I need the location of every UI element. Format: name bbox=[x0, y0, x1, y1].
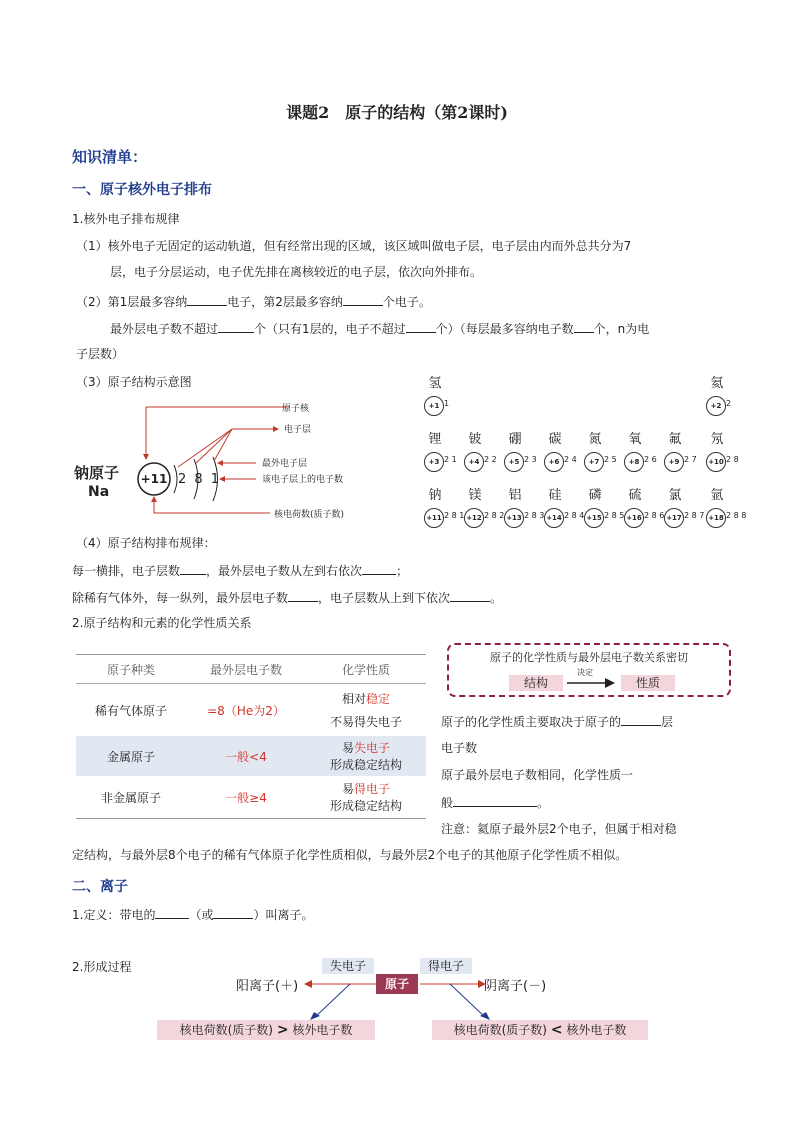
right-text-line2: 电子数 bbox=[441, 741, 478, 755]
fill-blank[interactable] bbox=[180, 563, 206, 575]
element-nucleus: +11 bbox=[424, 508, 444, 528]
text: 核电荷数(质子数) bbox=[179, 1023, 273, 1037]
anion-condition-box bbox=[432, 1020, 648, 1040]
cation-condition-box bbox=[157, 1020, 375, 1040]
operator: < bbox=[550, 1022, 563, 1038]
header-cell: 最外层电子数 bbox=[209, 662, 282, 677]
table-header-row bbox=[76, 655, 426, 683]
subheading-2: 2.原子结构和元素的化学性质关系 bbox=[72, 616, 252, 630]
text: 失电子 bbox=[354, 741, 391, 755]
anion-label: 阴离子(－) bbox=[484, 979, 547, 994]
electron-counts: 2 8 1 bbox=[178, 472, 222, 487]
operator: > bbox=[276, 1022, 289, 1038]
right-text-line4 bbox=[441, 795, 549, 810]
property-cell bbox=[306, 684, 426, 736]
fill-blank[interactable] bbox=[155, 907, 189, 919]
fill-blank[interactable] bbox=[450, 590, 490, 602]
element-shells: 2 8 2 bbox=[484, 511, 505, 520]
note-line2: 定结构，与最外层8个电子的稀有气体原子化学性质相似，与最外层2个电子的其他原子化学性质不相似。 bbox=[72, 848, 628, 862]
element-nucleus: +3 bbox=[424, 452, 444, 472]
structure-box: 结构 bbox=[509, 675, 563, 691]
label-nucleus: 原子核 bbox=[282, 404, 310, 414]
element-shells: 2 bbox=[726, 399, 732, 408]
element-nucleus: +17 bbox=[664, 508, 684, 528]
text: 原子的化学性质主要取决于原子的 bbox=[441, 715, 622, 729]
fill-blank[interactable] bbox=[343, 294, 383, 306]
text: 最外层电子数不超过 bbox=[110, 322, 219, 336]
text: 稳定 bbox=[366, 692, 391, 706]
header-cell: 原子种类 bbox=[106, 662, 155, 677]
text: （2）第1层最多容纳 bbox=[76, 295, 188, 309]
determines-label: 决定 bbox=[577, 668, 593, 677]
element-nucleus: +2 bbox=[706, 396, 726, 416]
element-nucleus: +1 bbox=[424, 396, 444, 416]
formation-heading: 2.形成过程 bbox=[72, 960, 132, 974]
element-name: 氮 bbox=[588, 432, 602, 447]
element-shells: 2 8 3 bbox=[524, 511, 545, 520]
element-name: 碳 bbox=[548, 432, 562, 447]
text: 电子，第2层最多容纳 bbox=[227, 295, 343, 309]
label-shell: 电子层 bbox=[284, 425, 312, 435]
element-shells: 2 7 bbox=[684, 455, 697, 464]
element-name: 硅 bbox=[548, 488, 562, 503]
element-shells: 2 4 bbox=[564, 455, 577, 464]
element-name: 氧 bbox=[628, 432, 642, 447]
section1-heading: 一、原子核外电子排布 bbox=[72, 182, 212, 198]
section2-heading: 二、离子 bbox=[72, 879, 128, 895]
element-cell bbox=[660, 484, 705, 538]
text: 个（只有1层的，电子不超过 bbox=[254, 322, 406, 336]
element-name: 氖 bbox=[710, 432, 724, 447]
fill-blank[interactable] bbox=[574, 321, 594, 333]
element-cell bbox=[500, 428, 540, 482]
element-cell bbox=[420, 428, 460, 482]
element-shells: 2 1 bbox=[444, 455, 457, 464]
element-cell bbox=[500, 484, 545, 538]
para-1-line2: 层，电子分层运动，电子优先排在离核较近的电子层，依次向外排布。 bbox=[110, 265, 483, 279]
text: 个电子。 bbox=[382, 295, 431, 309]
text: 形成稳定结构 bbox=[329, 758, 402, 772]
property-box: 性质 bbox=[621, 675, 675, 691]
property-cell bbox=[306, 776, 426, 818]
subheading-1: 1.核外电子排布规律 bbox=[72, 212, 180, 226]
text: 般 bbox=[441, 796, 454, 810]
ion-definition bbox=[72, 907, 313, 922]
pointer-line bbox=[214, 429, 232, 461]
element-nucleus: +18 bbox=[706, 508, 726, 528]
element-shells: 2 8 5 bbox=[604, 511, 625, 520]
text: 每一横排，电子层数 bbox=[72, 564, 181, 578]
text: ）叫离子。 bbox=[253, 908, 314, 922]
text: 相对 bbox=[341, 692, 366, 706]
text: （或 bbox=[189, 908, 214, 922]
text: 不易得失电子 bbox=[329, 715, 402, 729]
right-text-line3: 原子最外层电子数相同，化学性质一 bbox=[441, 768, 634, 782]
element-cell bbox=[460, 484, 505, 538]
pointer-line bbox=[196, 429, 232, 463]
atom-symbol: Na bbox=[88, 484, 110, 500]
text: 1.定义：带电的 bbox=[72, 908, 156, 922]
element-name: 氢 bbox=[428, 376, 442, 391]
element-shells: 2 8 1 bbox=[444, 511, 465, 520]
text: 核电荷数(质子数) bbox=[453, 1023, 547, 1037]
para-3 bbox=[110, 321, 649, 336]
para-4: （3）原子结构示意图 bbox=[76, 375, 192, 389]
element-shells: 2 3 bbox=[524, 455, 537, 464]
note-line1: 注意：氦原子最外层2个电子，但属于相对稳 bbox=[441, 822, 677, 836]
element-shells: 2 8 6 bbox=[644, 511, 665, 520]
element-cell bbox=[702, 484, 747, 538]
text: ； bbox=[396, 564, 409, 578]
table-row bbox=[76, 684, 426, 736]
property-cell bbox=[306, 736, 426, 776]
element-shells: 2 6 bbox=[644, 455, 657, 464]
count-cell: =8（He为2） bbox=[207, 703, 285, 718]
element-shells: 1 bbox=[444, 399, 450, 408]
shell-arc bbox=[174, 465, 177, 493]
fill-blank[interactable] bbox=[406, 321, 436, 333]
element-name: 氟 bbox=[668, 432, 682, 447]
element-name: 锂 bbox=[428, 432, 442, 447]
nucleus-charge: +11 bbox=[140, 472, 168, 486]
text: 个，n为电 bbox=[593, 322, 650, 336]
text: ，最外层电子数从左到右依次 bbox=[206, 564, 363, 578]
element-name: 氯 bbox=[668, 488, 682, 503]
element-name: 钠 bbox=[428, 488, 442, 503]
element-nucleus: +6 bbox=[544, 452, 564, 472]
element-name: 硼 bbox=[508, 432, 522, 447]
fill-blank[interactable] bbox=[453, 795, 537, 807]
element-cell bbox=[620, 428, 660, 482]
pointer-line bbox=[178, 429, 232, 467]
fill-blank[interactable] bbox=[187, 294, 227, 306]
text: 得电子 bbox=[354, 782, 391, 796]
element-cell bbox=[420, 484, 465, 538]
atom-name: 钠原子 bbox=[74, 464, 120, 482]
gain-electron-label: 得电子 bbox=[420, 958, 472, 974]
header-cell: 化学性质 bbox=[341, 662, 390, 677]
element-nucleus: +8 bbox=[624, 452, 644, 472]
element-nucleus: +13 bbox=[504, 508, 524, 528]
cation-label: 阳离子(＋) bbox=[236, 979, 299, 994]
text: ，电子层数从上到下依次 bbox=[318, 591, 451, 605]
type-cell: 金属原子 bbox=[106, 749, 155, 764]
element-nucleus: +15 bbox=[584, 508, 604, 528]
knowledge-list-heading: 知识清单： bbox=[72, 148, 148, 166]
element-shells: 2 8 4 bbox=[564, 511, 585, 520]
element-name: 氦 bbox=[710, 376, 724, 391]
lose-electron-label: 失电子 bbox=[322, 958, 374, 974]
para-1-line1: （1）核外电子无固定的运动轨道，但有经常出现的区域，该区域叫做电子层，电子层由内而外总共分为7 bbox=[76, 239, 632, 253]
element-name: 铝 bbox=[508, 488, 522, 503]
element-nucleus: +4 bbox=[464, 452, 484, 472]
element-name: 镁 bbox=[468, 488, 482, 503]
text: 核外电子数 bbox=[566, 1023, 627, 1037]
element-cell bbox=[540, 428, 580, 482]
element-shells: 2 8 8 bbox=[726, 511, 747, 520]
para-6 bbox=[72, 563, 408, 578]
table-row bbox=[76, 736, 426, 776]
element-nucleus: +5 bbox=[504, 452, 524, 472]
text: 层 bbox=[661, 715, 674, 729]
para-3-line2: 子层数） bbox=[76, 347, 125, 361]
element-nucleus: +12 bbox=[464, 508, 484, 528]
fill-blank[interactable] bbox=[362, 563, 396, 575]
element-nucleus: +9 bbox=[664, 452, 684, 472]
determines-arrow bbox=[567, 677, 617, 689]
para-2 bbox=[76, 294, 431, 309]
fill-blank[interactable] bbox=[218, 321, 254, 333]
text: 核外电子数 bbox=[292, 1023, 353, 1037]
text: 易 bbox=[341, 782, 354, 796]
element-structure-grid bbox=[420, 372, 760, 532]
properties-table bbox=[76, 654, 426, 819]
element-name: 磷 bbox=[588, 488, 602, 503]
element-cell bbox=[580, 484, 625, 538]
element-cell bbox=[702, 428, 742, 482]
para-7 bbox=[72, 590, 502, 605]
text: 除稀有气体外，每一纵列，最外层电子数 bbox=[72, 591, 289, 605]
element-nucleus: +16 bbox=[624, 508, 644, 528]
element-cell bbox=[580, 428, 620, 482]
relation-title: 原子的化学性质与最外层电子数关系密切 bbox=[490, 651, 688, 664]
element-cell bbox=[460, 428, 500, 482]
count-cell: 一般<4 bbox=[225, 749, 267, 764]
element-shells: 2 8 bbox=[726, 455, 739, 464]
para-5: （4）原子结构排布规律： bbox=[76, 536, 216, 550]
element-cell bbox=[420, 372, 460, 426]
label-shell-electrons: 该电子层上的电子数 bbox=[262, 475, 344, 485]
element-cell bbox=[620, 484, 665, 538]
text: 。 bbox=[537, 796, 550, 810]
element-name: 氩 bbox=[710, 488, 724, 503]
fill-blank[interactable] bbox=[621, 714, 661, 726]
table-row bbox=[76, 776, 426, 818]
label-outer-shell: 最外电子层 bbox=[262, 459, 308, 469]
right-text-line1 bbox=[441, 714, 673, 729]
element-cell bbox=[660, 428, 700, 482]
text: 。 bbox=[490, 591, 503, 605]
element-shells: 2 5 bbox=[604, 455, 617, 464]
count-cell: 一般≥4 bbox=[225, 790, 267, 805]
element-shells: 2 2 bbox=[484, 455, 497, 464]
page-title: 课题2 原子的结构（第2课时) bbox=[286, 103, 508, 122]
type-cell: 稀有气体原子 bbox=[94, 703, 167, 718]
element-cell bbox=[702, 372, 742, 426]
element-nucleus: +10 bbox=[706, 452, 726, 472]
element-name: 硫 bbox=[628, 488, 642, 503]
element-nucleus: +7 bbox=[584, 452, 604, 472]
element-shells: 2 8 7 bbox=[684, 511, 705, 520]
text: 个）（每层最多容纳电子数 bbox=[435, 322, 574, 336]
type-cell: 非金属原子 bbox=[100, 790, 161, 805]
element-cell bbox=[540, 484, 585, 538]
element-nucleus: +14 bbox=[544, 508, 564, 528]
relation-box bbox=[447, 643, 731, 697]
table-bottom-rule bbox=[76, 818, 426, 819]
pointer-line bbox=[154, 497, 270, 513]
fill-blank[interactable] bbox=[213, 907, 253, 919]
element-name: 铍 bbox=[468, 432, 482, 447]
fill-blank[interactable] bbox=[288, 590, 318, 602]
text: 形成稳定结构 bbox=[329, 799, 402, 813]
label-nuclear-charge: 核电荷数(质子数) bbox=[274, 510, 345, 520]
atom-box: 原子 bbox=[376, 974, 418, 994]
text: 易 bbox=[341, 741, 354, 755]
